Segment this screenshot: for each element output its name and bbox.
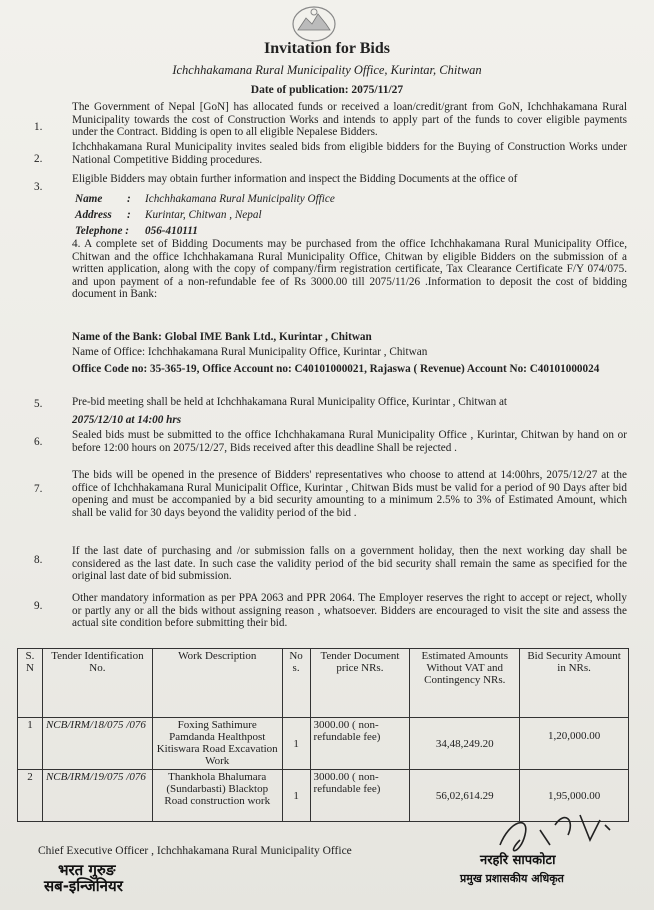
header-estimated: Estimated Amounts Without VAT and Contingency NRs. <box>410 649 520 718</box>
left-signature-name: भरत गुरुङ <box>58 861 116 879</box>
publication-date: Date of publication: 2075/11/27 <box>250 84 404 96</box>
cell-work: Foxing Sathimure Pamdanda Healthpost Kitiswara Road Excavation Work <box>152 718 282 770</box>
cell-nos: 1 <box>282 770 310 822</box>
para-1: The Government of Nepal [GoN] has allocated funds or received a loan/credit/grant from GoN, Ichchhakamana Rural Municipality towards the cost of Construction Works and intends to apply part of the funds to cover eligible payments under the Contract. Bidding is open to all eligible Nepalese Bidders. <box>72 101 627 139</box>
right-signature-title: प्रमुख प्रशासकीय अधिकृत <box>460 872 564 885</box>
left-signature-block <box>44 862 123 894</box>
cell-tender-id: NCB/IRM/19/075 /076 <box>42 770 152 822</box>
cell-price: 3000.00 ( non-refundable fee) <box>310 770 410 822</box>
signature-scrawl-icon <box>480 800 630 860</box>
para-5: Pre-bid meeting shall be held at Ichchhakamana Rural Municipality Office, Kurintar , Chitwan at <box>72 396 508 408</box>
page-title: Invitation for Bids <box>264 40 390 57</box>
cell-estimated: 56,02,614.29 <box>410 770 520 822</box>
contact-telephone: Telephone : 056-410111 <box>75 225 198 237</box>
para-8: If the last date of purchasing and /or submission falls on a government holiday, then the next working day shall be considered as the last date. In such case the validity period of the bid security shall remain the same as specified for the original last date of bid submission. <box>72 545 627 583</box>
header-tender-id: Tender Identification No. <box>42 649 152 718</box>
contact-name: Name : Ichchhakamana Rural Municipality Office <box>75 193 335 205</box>
header-price: Tender Document price NRs. <box>310 649 410 718</box>
header-security: Bid Security Amount in NRs. <box>520 649 629 718</box>
para-3: Eligible Bidders may obtain further information and inspect the Bidding Documents at the office of <box>72 173 518 185</box>
right-signature-name: नरहरि सापकोटा <box>480 853 556 868</box>
table-header-row <box>18 649 629 718</box>
para-7-number: 7. <box>34 483 43 495</box>
cell-nos: 1 <box>282 718 310 770</box>
signatory-title: Chief Executive Officer , Ichchhakamana Rural Municipality Office <box>38 845 352 857</box>
bank-name: Name of the Bank: Global IME Bank Ltd., Kurintar , Chitwan <box>72 331 372 343</box>
bids-table <box>17 648 629 822</box>
para-2: Ichchhakamana Rural Municipality invites sealed bids from eligible bidders for the Buying of Construction Works under National Competitive Bidding procedures. <box>72 141 627 166</box>
left-signature-title: सब-इन्जिनियर <box>44 877 123 895</box>
right-signature-block <box>460 852 564 888</box>
cell-security: 1,95,000.00 <box>520 770 629 822</box>
para-4: 4. A complete set of Bidding Documents may be purchased from the office Ichchhakamana Rural Municipality Office, Chitwan and the office Ichchhakamana Rural Municipality Office, Chitwan by eligible Bidders on the submission of a written application, along with the copy of company/firm registration certificate, Tax Clearance Certificate F/Y 074/075. and upon payment of a non-refundable fee of Rs 3000.00 till 2075/11/26 .Information to deposit the cost of bidding document in Bank: <box>72 238 627 301</box>
para-7: The bids will be opened in the presence of Bidders' representatives who choose to attend at 14:00hrs, 2075/12/27 at the office of Ichchhakamana Rural Municipalit Office, Kurintar , Chitwan Bids must be valid for a period of 90 Days after bid opening and must be accompanied by a bid security amounting to a minimum 2.5% to 3% of Estimated Amount, which shall be valid for 30 days beyond the validity period of the bid . <box>72 469 627 519</box>
cell-tender-id: NCB/IRM/18/075 /076 <box>42 718 152 770</box>
nepal-emblem-icon <box>290 4 338 44</box>
cell-price: 3000.00 ( non-refundable fee) <box>310 718 410 770</box>
office-subtitle: Ichchhakamana Rural Municipality Office, Kurintar, Chitwan <box>172 63 482 77</box>
para-9: Other mandatory information as per PPA 2063 and PPR 2064. The Employer reserves the right to accept or reject, wholly or partly any or all the bids without assigning reason , whatsoever. Bidders are encouraged to visit the site and assess the actual site condition before submitting their bid. <box>72 592 627 630</box>
cell-sn: 2 <box>18 770 43 822</box>
para-1-number: 1. <box>34 121 43 133</box>
office-name: Name of Office: Ichchhakamana Rural Municipality Office, Kurintar , Chitwan <box>72 346 428 358</box>
cell-security: 1,20,000.00 <box>520 718 629 770</box>
para-9-number: 9. <box>34 600 43 612</box>
para-5-number: 5. <box>34 398 43 410</box>
header-nos: No s. <box>282 649 310 718</box>
para-3-number: 3. <box>34 181 43 193</box>
header-work: Work Description <box>152 649 282 718</box>
para-8-number: 8. <box>34 554 43 566</box>
office-code: Office Code no: 35-365-19, Office Account no: C40101000021, Rajaswa ( Revenue) Account No: C40101000024 <box>72 363 600 375</box>
contact-address: Address : Kurintar, Chitwan , Nepal <box>75 209 262 221</box>
cell-sn: 1 <box>18 718 43 770</box>
para-2-number: 2. <box>34 153 43 165</box>
table-row <box>18 718 629 770</box>
cell-work: Thankhola Bhalumara (Sundarbasti) Blacktop Road construction work <box>152 770 282 822</box>
header-sn: S. N <box>18 649 43 718</box>
para-6: Sealed bids must be submitted to the office Ichchhakamana Rural Municipality Office , Kurintar, Chitwan by hand on or before 12:00 hours on 2075/12/27, Bids received after this deadline Shall be rejected . <box>72 429 627 454</box>
cell-estimated: 34,48,249.20 <box>410 718 520 770</box>
para-6-number: 6. <box>34 436 43 448</box>
pre-bid-time: 2075/12/10 at 14:00 hrs <box>72 414 182 426</box>
